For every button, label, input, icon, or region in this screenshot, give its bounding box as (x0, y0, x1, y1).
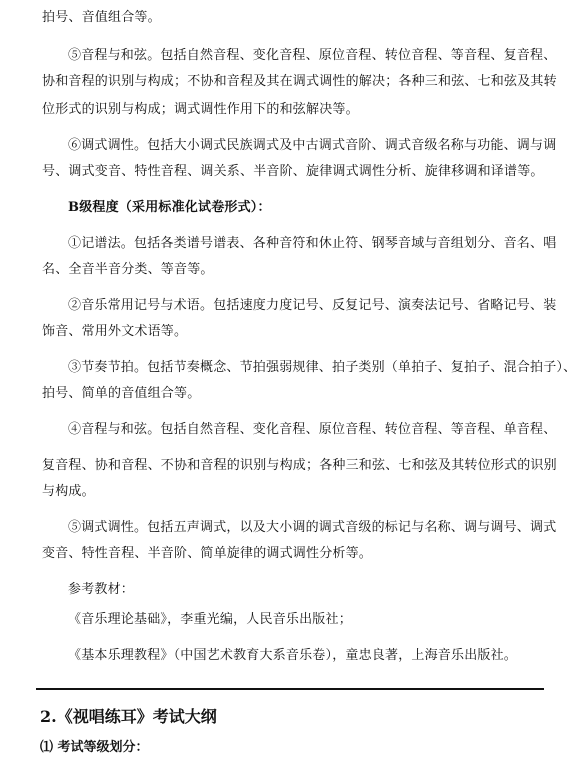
text-line: ①记谱法。包括各类谱号谱表、各种音符和休止符、钢琴音域与音组划分、音名、唱 (68, 236, 557, 251)
text-line: 拍号、简单的音值组合等。 (42, 386, 201, 401)
section-heading: 2.《视唱练耳》考试大纲 (40, 707, 217, 726)
text-line: 《音乐理论基础》，李重光编，人民音乐出版社； (68, 612, 352, 627)
text-line: ⑤音程与和弦。包括自然音程、变化音程、原位音程、转位音程、等音程、复音程、 (68, 48, 557, 63)
section-divider (36, 688, 544, 690)
text-line: 位形式的识别与构成；调式调性作用下的和弦解决等。 (42, 102, 359, 117)
text-line: 号、调式变音、特性音程、调关系、半音阶、旋律调式调性分析、旋律移调和译谱等。 (42, 164, 544, 179)
text-line: 复音程、协和音程、不协和音程的识别与构成；各种三和弦、七和弦及其转位形式的识别 (42, 458, 557, 473)
text-line: ④音程与和弦。包括自然音程、变化音程、原位音程、转位音程、等音程、单音程、 (68, 422, 557, 437)
text-line: 《基本乐理教程》（中国艺术教育大系音乐卷），童忠良著，上海音乐出版社。 (68, 648, 518, 663)
text-line: 变音、特性音程、半音阶、简单旋律的调式调性分析等。 (42, 546, 373, 561)
sub-heading: ⑴ 考试等级划分： (40, 740, 149, 755)
text-line: 协和音程的识别与构成；不协和音程及其在调式调性的解决；各种三和弦、七和弦及其转 (42, 74, 557, 89)
text-line: ⑤调式调性。包括五声调式，以及大小调的调式音级的标记与名称、调与调号、调式 (68, 520, 557, 535)
text-line: ②音乐常用记号与术语。包括速度力度记号、反复记号、演奏法记号、省略记号、装 (68, 298, 557, 313)
text-line: 拍号、音值组合等。 (42, 10, 161, 25)
text-line: ③节奏节拍。包括节奏概念、节拍强弱规律、拍子类别（单拍子、复拍子、混合拍子）、 (68, 360, 577, 375)
text-line: 与构成。 (42, 484, 95, 499)
text-line: ⑥调式调性。包括大小调式民族调式及中古调式音阶、调式音级名称与功能、调与调 (68, 138, 557, 153)
text-line: 饰音、常用外文术语等。 (42, 324, 188, 339)
text-line: B级程度（采用标准化试卷形式）： (68, 200, 271, 215)
text-line: 名、全音半音分类、等音等。 (42, 262, 214, 277)
text-line: 参考教材： (68, 582, 135, 597)
